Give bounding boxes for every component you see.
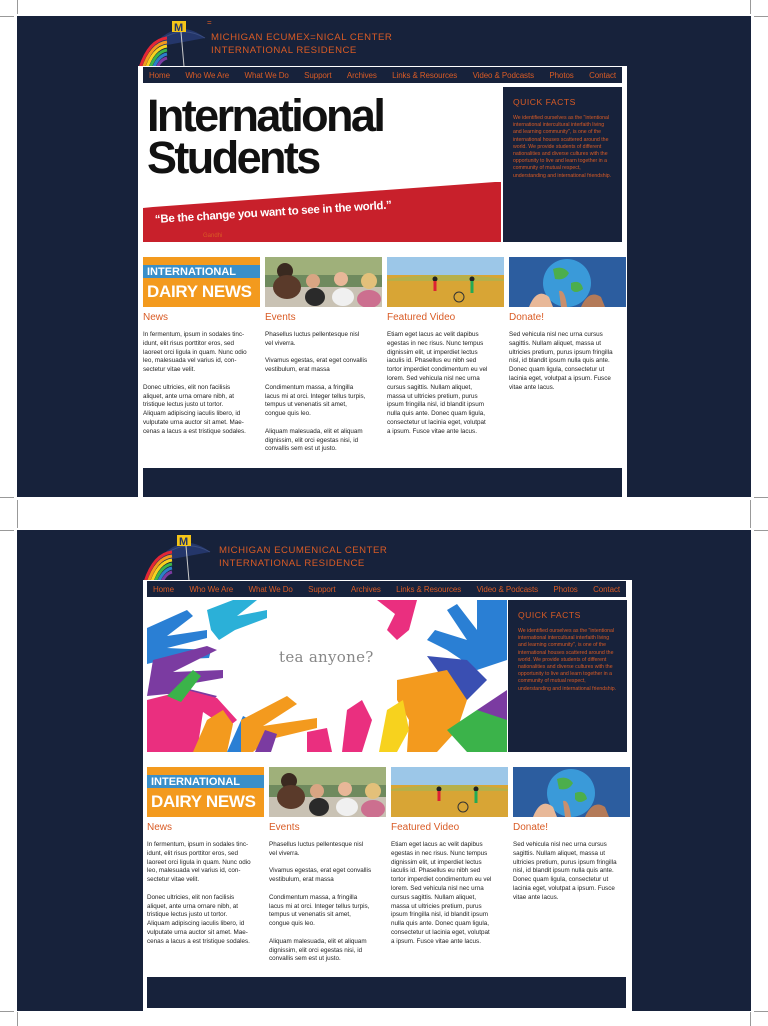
- video-photo-tile[interactable]: [387, 257, 504, 307]
- crop-mark: [17, 0, 18, 14]
- svg-text:M: M: [174, 22, 184, 34]
- crop-mark: [754, 497, 768, 498]
- donate-heading[interactable]: Donate!: [513, 822, 549, 833]
- colorful-hands-illustration: [147, 600, 507, 752]
- hero-international-students: [143, 87, 501, 242]
- site-title: [219, 545, 387, 570]
- events-paragraph: Phasellus luctus pellentesque nisl vel viverra.: [269, 841, 364, 857]
- news-paragraph: Donec ultricies, elit non facilisis aliquet, ante urna ornare nibh, at tristique lectus justo ut tortor. Aliquam adipiscing iaculis libero, id vulputate urna auctor sit amet. Mae- cenas a lacus a est tristique sodales.: [147, 893, 250, 945]
- hero-attribution: Gandhi: [203, 233, 223, 239]
- crop-mark: [0, 1011, 14, 1012]
- nav-contact[interactable]: Contact: [589, 70, 616, 80]
- events-heading[interactable]: Events: [269, 822, 300, 833]
- news-heading[interactable]: News: [143, 312, 169, 323]
- dairy-news-line-1: INTERNATIONAL: [147, 266, 237, 278]
- main-nav: [143, 67, 622, 83]
- featured-video-column: [391, 822, 509, 955]
- nav-support[interactable]: Support: [304, 70, 332, 80]
- nav-home[interactable]: Home: [149, 70, 170, 80]
- donate-paragraph: Sed vehicula nisl nec urna cursus sagittis. Nullam aliquet, massa ut ultricies pretium, purus ipsum fringilla nisl, id blandit ipsum nulla quis ante. Donec quam ligula, consectetur ut lacinia eget, volutpat a ipsum. Fusce vitae ante lacus.: [513, 841, 617, 901]
- crop-mark: [750, 0, 751, 14]
- svg-text:M: M: [179, 536, 189, 548]
- crop-mark: [754, 1011, 768, 1012]
- events-paragraph: Aliquam malesuada, elit et aliquam dignissim, elit orci egestas nisi, id convallis sem est ut justo.: [269, 937, 367, 963]
- events-column: [265, 312, 383, 463]
- nav-who-we-are[interactable]: Who We Are: [189, 584, 234, 594]
- nav-what-we-do[interactable]: What We Do: [248, 584, 293, 594]
- nav-links-resources[interactable]: Links & Resources: [396, 584, 462, 594]
- hero-quote: “Be the change you want to see in the world.”: [154, 199, 392, 226]
- nav-links-resources[interactable]: Links & Resources: [392, 70, 458, 80]
- hero-tagline: tea anyone?: [279, 648, 374, 666]
- donate-column: [509, 312, 627, 401]
- hero-headline-line-2: Students: [147, 132, 319, 183]
- website-mockup-2: [17, 530, 751, 1011]
- featured-video-paragraph: Etiam eget lacus ac velit dapibus egestas in nec risus. Nunc tempus dignissim elit, ut imperdiet lectus iaculis id. Phasellus eu nibh sed tortor imperdiet condimentum eu vel lorem. Sed vehicula nisl nec urna cursus sagittis. Nullam aliquet, massa ut ultricies pretium, purus ipsum fringilla nisl, id blandit ipsum nulla quis ante. Donec quam ligula, consectetur ut lacinia eget, volutpat a ipsum. Fusce vitae ante lacus.: [391, 841, 492, 945]
- crop-mark: [0, 497, 14, 498]
- site-title-line-2: INTERNATIONAL RESIDENCE: [219, 557, 365, 569]
- featured-video-heading[interactable]: Featured Video: [387, 312, 456, 323]
- quick-facts-text: We identified ourselves as the "intentional international intercultural interfaith living and learning community", is one of the international houses scattered around the world. We provide students of different nationalities and diverse cultures with the opportunity to live and learn together in a community of mutual respect, understanding and international friendship.: [513, 115, 612, 179]
- crop-mark: [17, 500, 18, 514]
- nav-contact[interactable]: Contact: [593, 584, 620, 594]
- video-photo-tile[interactable]: [391, 767, 508, 817]
- hero-tea-anyone: [147, 600, 507, 752]
- events-paragraph: Condimentum massa, a fringilla lacus mi at orci. Integer tellus turpis, tempus ut venenatis sit amet, congue quis leo.: [265, 383, 366, 418]
- events-paragraph: Aliquam malesuada, elit et aliquam dignissim, elit orci egestas nisi, id convallis sem est ut justo.: [265, 427, 363, 453]
- nav-archives[interactable]: Archives: [350, 584, 381, 594]
- nav-support[interactable]: Support: [308, 584, 336, 594]
- events-paragraph: Condimentum massa, a fringilla lacus mi at orci. Integer tellus turpis, tempus ut venenatis sit amet, congue quis leo.: [269, 893, 370, 928]
- news-paragraph: Donec ultricies, elit non facilisis aliquet, ante urna ornare nibh, at tristique lectus justo ut tortor. Aliquam adipiscing iaculis libero, id vulputate urna auctor sit amet. Mae- cenas a lacus a est tristique sodales.: [143, 383, 246, 435]
- news-paragraph: In fermentum, ipsum in sodales tinc- idunt, elit risus porttitor eros, sed laoreet orci ligula in quam. Nunc odio leo, malesuada vel varius id, con- sectetur vitae velit.: [143, 331, 247, 374]
- site-title-line-1: MICHIGAN ECUMEX=NICAL CENTER: [211, 32, 393, 43]
- crop-mark: [0, 530, 14, 531]
- donate-column: [513, 822, 631, 911]
- quick-facts-panel: [508, 600, 627, 752]
- events-heading[interactable]: Events: [265, 312, 296, 323]
- news-column: [143, 312, 261, 445]
- featured-video-heading[interactable]: Featured Video: [391, 822, 460, 833]
- footer-bar: [143, 468, 622, 497]
- events-photo-tile[interactable]: [265, 257, 382, 307]
- main-nav: [147, 581, 626, 597]
- nav-video-podcasts[interactable]: Video & Podcasts: [476, 584, 538, 594]
- crop-mark: [750, 514, 751, 528]
- featured-video-column: [387, 312, 505, 445]
- dairy-news-line-1: INTERNATIONAL: [151, 776, 241, 788]
- events-paragraph: Vivamus egestas, erat eget convallis vestibulum, erat massa: [269, 867, 372, 884]
- dairy-news-line-2: DAIRY NEWS: [151, 792, 256, 811]
- dairy-news-line-2: DAIRY NEWS: [147, 282, 252, 301]
- events-column: [269, 822, 387, 973]
- dairy-news-tile[interactable]: [143, 257, 260, 307]
- website-mockup-1: [17, 16, 751, 497]
- site-title-line-2: INTERNATIONAL RESIDENCE: [211, 44, 357, 56]
- donate-heading[interactable]: Donate!: [509, 312, 545, 323]
- stray-mark: =: [207, 18, 212, 27]
- nav-home[interactable]: Home: [153, 584, 174, 594]
- events-paragraph: Vivamus egestas, erat eget convallis vestibulum, erat massa: [265, 357, 368, 374]
- quick-facts-title: QUICK FACTS: [518, 610, 581, 620]
- quick-facts-title: QUICK FACTS: [513, 97, 576, 107]
- dairy-news-tile[interactable]: [147, 767, 264, 817]
- donate-photo-tile[interactable]: [509, 257, 626, 307]
- events-paragraph: Phasellus luctus pellentesque nisl vel viverra.: [265, 331, 360, 347]
- crop-mark: [754, 530, 768, 531]
- crop-mark: [754, 16, 768, 17]
- donate-photo-tile[interactable]: [513, 767, 630, 817]
- hero-headline-line-1: International: [147, 90, 384, 141]
- crop-mark: [17, 514, 18, 528]
- nav-video-podcasts[interactable]: Video & Podcasts: [472, 70, 534, 80]
- footer-bar: [147, 977, 626, 1008]
- nav-who-we-are[interactable]: Who We Are: [185, 70, 230, 80]
- quick-facts-panel: [503, 87, 622, 242]
- nav-what-we-do[interactable]: What We Do: [244, 70, 289, 80]
- news-column: [147, 822, 265, 955]
- quick-facts-text: We identified ourselves as the "intentional international intercultural interfaith living and learning community", is one of the international houses scattered around the world. We provide students of different nationalities and diverse cultures with the opportunity to live and learn together in a community of mutual respect, understanding and international friendship.: [518, 628, 617, 692]
- crop-mark: [0, 16, 14, 17]
- news-heading[interactable]: News: [147, 822, 173, 833]
- site-title-line-1: MICHIGAN ECUMENICAL CENTER: [219, 545, 388, 556]
- featured-video-paragraph: Etiam eget lacus ac velit dapibus egestas in nec risus. Nunc tempus dignissim elit, ut imperdiet lectus iaculis id. Phasellus eu nibh sed tortor imperdiet condimentum eu vel lorem. Sed vehicula nisl nec urna cursus sagittis. Nullam aliquet, massa ut ultricies pretium, purus ipsum fringilla nisl, id blandit ipsum nulla quis ante. Donec quam ligula, consectetur ut lacinia eget, volutpat a ipsum. Fusce vitae ante lacus.: [387, 331, 488, 435]
- events-photo-tile[interactable]: [269, 767, 386, 817]
- site-title: [211, 32, 392, 57]
- nav-archives[interactable]: Archives: [346, 70, 377, 80]
- donate-paragraph: Sed vehicula nisl nec urna cursus sagittis. Nullam aliquet, massa ut ultricies pretium, purus ipsum fringilla nisl, id blandit ipsum nulla quis ante. Donec quam ligula, consectetur ut lacinia eget, volutpat a ipsum. Fusce vitae ante lacus.: [509, 331, 613, 391]
- crop-mark: [750, 500, 751, 514]
- nav-photos[interactable]: Photos: [549, 70, 574, 80]
- news-paragraph: In fermentum, ipsum in sodales tinc- idunt, elit risus porttitor eros, sed laoreet orci ligula in quam. Nunc odio leo, malesuada vel varius id, con- sectetur vitae velit.: [147, 841, 251, 884]
- nav-photos[interactable]: Photos: [553, 584, 578, 594]
